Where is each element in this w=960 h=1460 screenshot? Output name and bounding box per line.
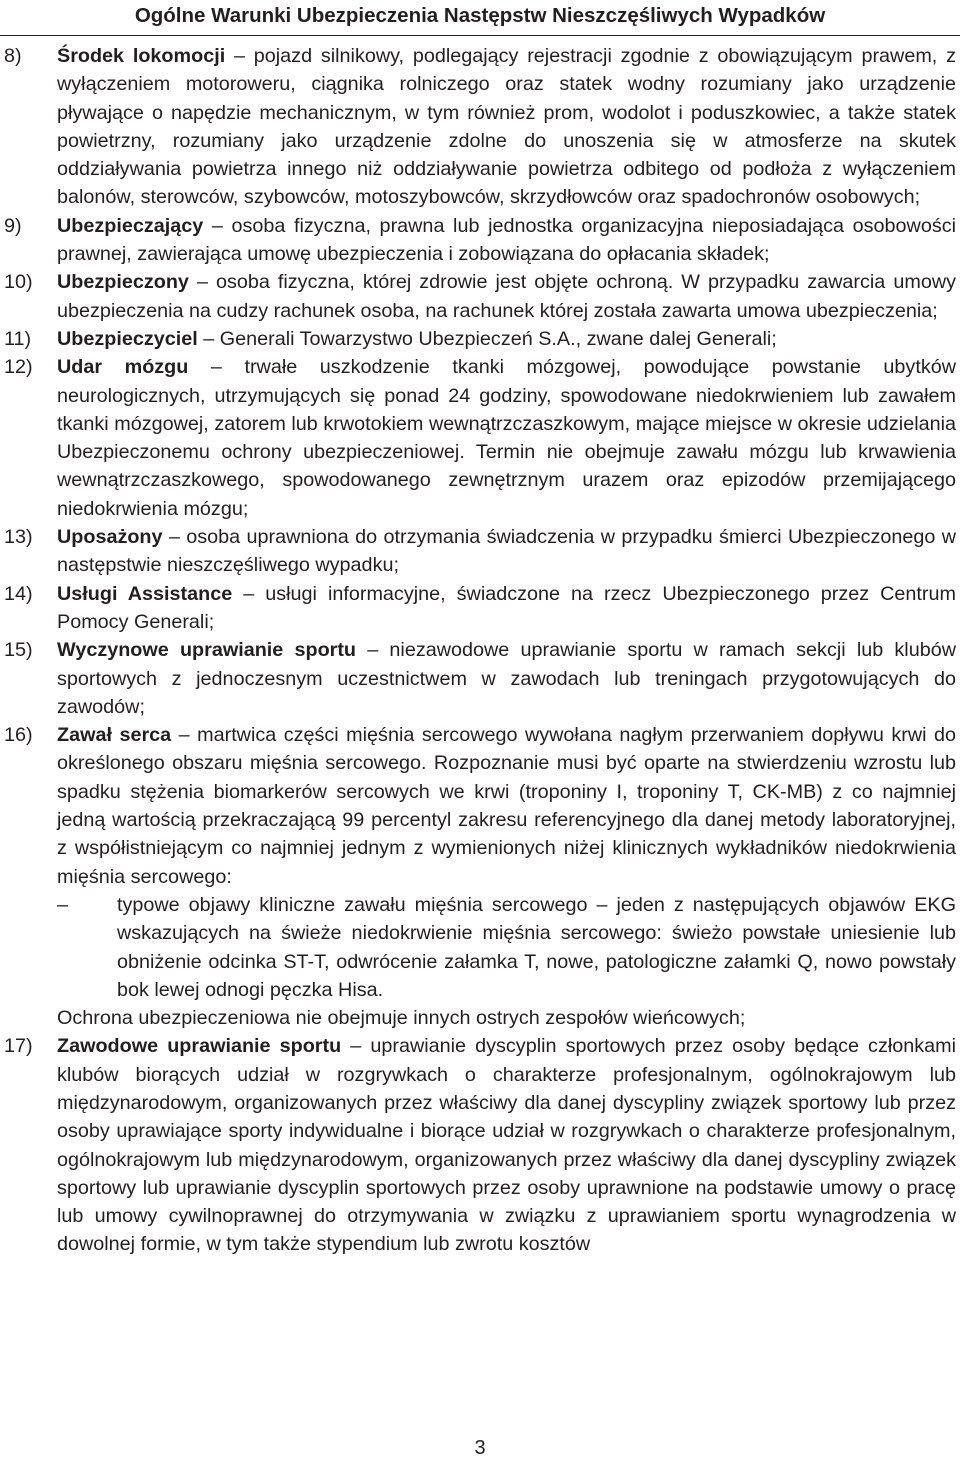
definition-item [0,580,960,637]
definition-item [0,636,960,721]
page-header-title: Ogólne Warunki Ubezpieczenia Następstw Nieszczęśliwych Wypadków [134,4,826,27]
definition-number: 11) [4,327,32,350]
definition-text: – usługi informacyjne, świadczone na rzecz Ubezpieczonego przez Centrum Pomocy Generali; [57,582,956,633]
definition-text: – uprawianie dyscyplin sportowych przez osoby będące członkami klubów biorących udział w rozgrywkach o charakterze profesjonalnym, ogólnokrajowym lub międzynarodowym, organizowanych przez właściwy dla danej dyscypliny związek sportowy lub przez osoby uprawiające sporty indywidualne i biorące udział w rozgrywkach o charakterze profesjonalnym, ogólnokrajowym lub międzynarodowym, organizowanych przez właściwy dla danej dyscypliny związek sportowy lub uprawianie dyscyplin sportowych przez osoby uprawnione na podstawie umowy o pracę lub umowy cywilnoprawnej do otrzymywania w związku z uprawianiem sportu wynagrodzenia w dowolnej formie, w tym także stypendium lub zwrotu kosztów [57,1035,956,1256]
definition-term: Ubezpieczyciel [57,327,198,350]
definition-item [0,721,960,1032]
definition-number: 9) [4,214,22,237]
definition-term: Udar mózgu [57,356,189,379]
definition-text: – niezawodowe uprawianie sportu w ramach sekcji lub klubów sportowych z jednoczesnym uczestnictwem w zawodach lub treningach przygotowujących do zawodów; [57,639,956,718]
definition-number: 13) [4,526,33,549]
definition-item [0,1032,960,1258]
definition-item [0,42,960,212]
sub-item-dash: – [57,893,69,916]
definition-term: Zawodowe uprawianie sportu [57,1035,342,1058]
definition-number: 14) [4,582,33,605]
definition-text: – osoba fizyczna, której zdrowie jest objęte ochroną. W przypadku zawarcia umowy ubezpieczenia na cudzy rachunek osoba, na rachunek której została zawarta umowa ubezpieczenia; [57,271,956,322]
definition-item [0,268,960,325]
definition-item [0,523,960,580]
definition-number: 16) [4,724,33,747]
page-number: 3 [474,1437,486,1459]
definition-term: Ubezpieczony [57,271,189,294]
definition-item [0,212,960,269]
definition-term: Ubezpieczający [57,214,204,237]
definition-number: 17) [4,1035,33,1058]
definition-text: – osoba fizyczna, prawna lub jednostka organizacyjna nieposiadająca osobowości prawnej, zawierająca umowę ubezpieczenia i zobowiązana do opłacania składek; [57,214,956,266]
definition-term: Uposażony [57,526,163,549]
definition-text: – martwica części mięśnia sercowego wywołana nagłym przerwaniem dopływu krwi do określonego obszaru mięśnia sercowego. Rozpoznanie musi być oparte na stwierdzeniu wzrostu lub spadku stężenia biomarkerów sercowych we krwi (troponiny I, troponiny T, CK-MB) z co najmniej jedną wartością przekraczającą 99 percentyl zakresu referencyjnego dla danej metody laboratoryjnej, z współistniejącym co najmniej jednym z wymienionych niżej klinicznych wykładników niedokrwienia mięśnia sercowego: [57,724,956,888]
definitions-list [0,42,960,1259]
definition-text: – Generali Towarzystwo Ubezpieczeń S.A., zwane dalej Generali; [197,327,777,350]
definition-sub-item [57,891,956,1004]
definition-term: Usługi Assistance [57,582,233,605]
header-divider [0,35,960,36]
definition-term: Środek lokomocji [57,45,226,67]
definition-number: 12) [4,356,33,379]
definition-tail-text: Ochrona ubezpieczeniowa nie obejmuje innych ostrych zespołów wieńcowych; [57,1007,746,1030]
definition-text: – osoba uprawniona do otrzymania świadczenia w przypadku śmierci Ubezpieczonego w następstwie nieszczęśliwego wypadku; [57,526,956,577]
definition-number: 15) [4,639,33,662]
definition-number: 10) [4,271,33,294]
definition-item [0,325,960,353]
definition-text: – trwałe uszkodzenie tkanki mózgowej, powodujące powstanie ubytków neurologicznych, utrzymujących się ponad 24 godziny, spowodowane niedokrwieniem lub zawałem tkanki mózgowej, zatorem lub krwotokiem wewnątrzczaszkowym, mające miejsce w okresie udzielania Ubezpieczonemu ochrony ubezpieczeniowej. Termin nie obejmuje zawału mózgu lub krwawienia wewnątrzczaszkowego, spowodowanego zewnętrznym urazem oraz epizodów przemijającego niedokrwienia mózgu; [57,356,956,520]
definition-term: Zawał serca [57,724,172,747]
definition-item [0,353,960,523]
definition-text: – pojazd silnikowy, podlegający rejestracji zgodnie z obowiązującym prawem, z wyłączeniem motoroweru, ciągnika rolniczego oraz statek wodny rozumiany jako urządzenie pływające o napędzie mechanicznym, w tym również prom, wodolot i poduszkowiec, a także statek powietrzny, rozumiany jako urządzenie zdolne do unoszenia się w atmosferze na skutek oddziaływania powietrza innego niż oddziaływanie powietrza odbitego od podłoża z wyłączeniem balonów, sterowców, szybowców, motoszybowców, skrzydłowców oraz spadochronów osobowych; [57,45,956,209]
sub-item-text: typowe objawy kliniczne zawału mięśnia sercowego – jeden z następujących objawów EKG wskazujących na świeże niedokrwienie mięśnia sercowego: świeżo powstałe uniesienie lub obniżenie odcinka ST-T, odwrócenie załamka T, nowe, patologiczne załamki Q, nowo powstały bok lewej odnogi pęczka Hisa. [117,893,956,1001]
definition-number: 8) [4,45,22,67]
definition-term: Wyczynowe uprawianie sportu [57,639,357,662]
